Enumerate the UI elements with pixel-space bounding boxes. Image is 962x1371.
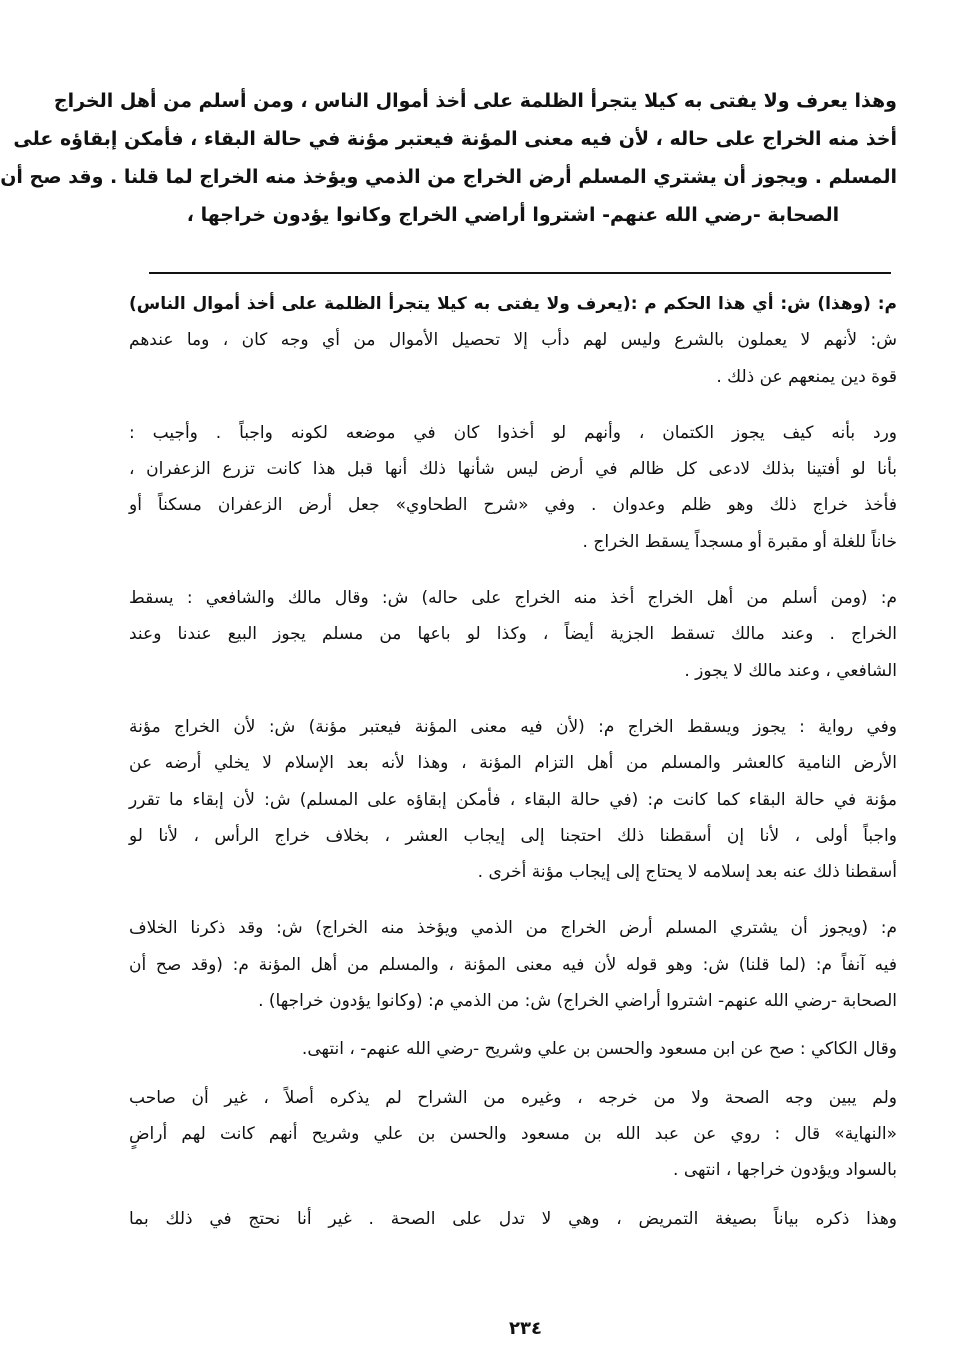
commentary-paragraph [129, 910, 897, 1019]
main-text-line: أخذ منه الخراج على حاله ، لأن فيه معنى المؤنة فيعتبر مؤنة في حالة البقاء ، فأمكن إبقاؤه على [13, 128, 897, 150]
commentary-paragraph [129, 1031, 897, 1067]
commentary-line: م: (ومن أسلم من أهل الخراج أخذ منه الخراج على حاله) ش: وقال مالك والشافعي : يسقط [129, 588, 897, 609]
commentary-line: واجباً أولى ، لأنا إن أسقطنا ذلك احتجنا إلى إيجاب العشر ، بخلاف خراج الرأس ، لأنا لو [129, 825, 897, 846]
main-text-line: وهذا يعرف ولا يفتى به كيلا يتجرأ الظلمة على أخذ أموال الناس ، ومن أسلم من أهل الخراج [53, 90, 897, 112]
commentary-paragraph [129, 580, 897, 689]
commentary-line: وقال الكاكي : صح عن ابن مسعود والحسن بن علي وشريح -رضي الله عنهم- ، انتهى. [301, 1039, 897, 1060]
commentary-line: وفي رواية : يجوز ويسقط الخراج م: (لأن فيه معنى المؤنة فيعتبر مؤنة) ش: لأن الخراج مؤنة [129, 716, 897, 737]
commentary-line: الشافعي ، وعند مالك لا يجوز . [684, 660, 897, 681]
commentary-paragraph [129, 1201, 897, 1237]
commentary-line: فأخذ خراج ذلك وهو ظلم وعدوان . وفي «شرح الطحاوي» جعل أرض الزعفران مسكناً أو [129, 495, 897, 516]
commentary-line: ولم يبين وجه الصحة ولا من خرجه ، وغيره من الشراح لم يذكره أصلاً ، غير أن صاحب [129, 1087, 897, 1108]
commentary-paragraph [129, 286, 897, 395]
commentary-line: فيه آنفاً م: (لما قلنا) ش: وهو قوله لأن فيه معنى المؤنة ، والمسلم من أهل المؤنة م: (وقد صح أن [129, 954, 897, 975]
commentary-paragraph [129, 415, 897, 560]
commentary-line: بالسواد ويؤدون خراجها ، انتهى . [673, 1160, 897, 1181]
commentary-line: الصحابة -رضي الله عنهم- اشتروا أراضي الخراج) ش: من الذمي م: (وكانوا يؤدون خراجها) . [258, 991, 897, 1012]
commentary-line: بأنا لو أفتينا بذلك لادعى كل ظالم في أرض ليس شأنها ذلك أنها قبل هذا كانت تزرع الزعفران ، [129, 459, 897, 480]
commentary-paragraph [129, 709, 897, 890]
page-number: ٢٣٤ [509, 1318, 542, 1339]
commentary-line: قوة دين يمنعهم عن ذلك . [716, 366, 897, 387]
commentary-line: ش: لأنهم لا يعملون بالشرع وليس لهم دأب إلا تحصيل الأموال من أي وجه كان ، وما عندهم [129, 330, 897, 351]
section-divider [149, 272, 891, 274]
commentary-line: مؤنة في حالة البقاء كما كانت م: (في حالة البقاء ، فأمكن إبقاؤه على المسلم) ش: لأن إبقاء ما تقرر [129, 789, 897, 810]
commentary-line: خاناً للغلة أو مقبرة أو مسجداً يسقط الخراج . [582, 531, 897, 552]
main-text-line: الصحابة -رضي الله عنهم- اشتروا أراضي الخراج وكانوا يؤدون خراجها ، [186, 204, 840, 226]
commentary-line: الخراج . وعند مالك تسقط الجزية أيضاً ، وكذا لو باعها من مسلم يجوز البيع عندنا وعند [129, 624, 897, 645]
commentary-paragraph [129, 1080, 897, 1189]
commentary-line: م: (وهذا) ش: أي هذا الحكم م :(يعرف ولا يفتى به كيلا يتجرأ الظلمة على أخذ أموال الناس) [129, 294, 897, 314]
commentary-line: وهذا ذكره بياناً بصيغة التمريض ، وهي لا تدل على الصحة . غير أنا نحتج في ذلك بما [129, 1208, 897, 1229]
main-text-line: المسلم . ويجوز أن يشتري المسلم أرض الخراج من الذمي ويؤخذ منه الخراج لما قلنا . وقد صح أن [0, 166, 897, 188]
commentary-line: أسقطنا ذلك عنه بعد إسلامه لا يحتاج إلى إيجاب مؤنة أخرى . [477, 862, 897, 883]
commentary-block [129, 286, 897, 1237]
commentary-line: الأرض النامية كالعشر والمسلم من أهل التزام المؤنة ، وهذا لأنه بعد الإسلام لا يخلي أرضه عن [129, 753, 897, 774]
commentary-line: «النهاية» قال : روي عن عبد الله بن مسعود والحسن بن علي وشريح أنهم كانت لهم أراضٍ [129, 1123, 897, 1144]
main-text-block [0, 82, 897, 234]
commentary-line: ورد بأنه كيف يجوز الكتمان ، وأنهم لو أخذوا كان في موضعه لكونه واجباً . وأجيب : [129, 422, 897, 443]
commentary-line: م: (ويجوز أن يشتري المسلم أرض الخراج من الذمي ويؤخذ منه الخراج) ش: وقد ذكرنا الخلاف [129, 918, 897, 939]
